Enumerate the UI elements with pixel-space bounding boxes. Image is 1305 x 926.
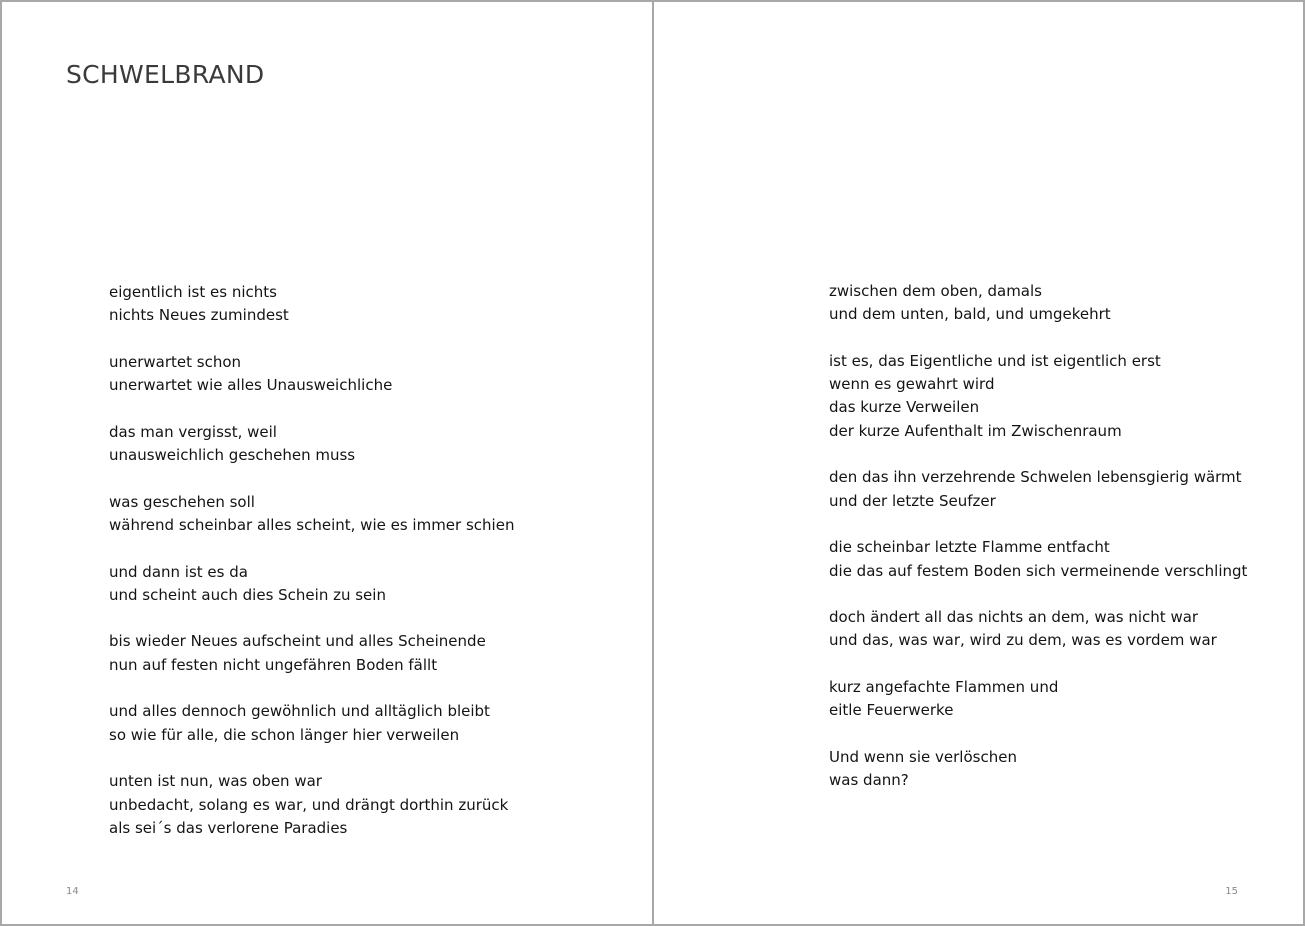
poem-line: und der letzte Seufzer <box>829 491 996 510</box>
stanza <box>109 491 514 538</box>
poem-line: nichts Neues zumindest <box>109 306 289 325</box>
poem-line: zwischen dem oben, damals <box>829 282 1042 300</box>
poem-line: und alles dennoch gewöhnlich und alltäglich bleibt <box>109 702 490 721</box>
poem-line: Und wenn sie verlöschen <box>829 747 1017 766</box>
stanza <box>109 351 514 398</box>
poem-line: unerwartet wie alles Unausweichliche <box>109 376 393 395</box>
poem-line: und scheint auch dies Schein zu sein <box>109 585 386 604</box>
stanza <box>109 770 514 840</box>
page-number-right: 15 <box>1225 886 1238 897</box>
poem-line: ist es, das Eigentliche und ist eigentlich erst <box>829 351 1161 370</box>
poem-line: nun auf festen nicht ungefähren Boden fällt <box>109 655 438 674</box>
stanza <box>829 280 1247 327</box>
poem-line: der kurze Aufenthalt im Zwischenraum <box>829 421 1122 440</box>
poem-line: unbedacht, solang es war, und drängt dorthin zurück <box>109 795 509 814</box>
poem-line: bis wieder Neues aufscheint und alles Scheinende <box>109 632 486 651</box>
poem-line: unerwartet schon <box>109 352 242 371</box>
page-number-left: 14 <box>66 886 79 897</box>
poem-title: SCHWELBRAND <box>66 60 265 89</box>
poem-line: so wie für alle, die schon länger hier verweilen <box>109 725 460 744</box>
left-page <box>2 2 652 924</box>
stanza <box>829 606 1247 653</box>
poem-line: eitle Feuerwerke <box>829 701 954 720</box>
poem-line: als sei´s das verlorene Paradies <box>109 818 348 837</box>
poem-line: unten ist nun, was oben war <box>109 772 322 791</box>
stanza <box>109 561 514 608</box>
stanza <box>109 700 514 747</box>
stanza <box>829 676 1247 723</box>
poem-line: wenn es gewahrt wird <box>829 375 995 394</box>
poem-line: die das auf festem Boden sich vermeinende verschlingt <box>829 561 1248 580</box>
stanza <box>109 281 514 328</box>
poem-line: was dann? <box>829 771 909 790</box>
poem-body-left <box>109 281 514 840</box>
poem-line: und dem unten, bald, und umgekehrt <box>829 305 1111 324</box>
poem-line: während scheinbar alles scheint, wie es immer schien <box>109 515 515 534</box>
poem-body-right <box>829 280 1247 793</box>
stanza <box>109 421 514 468</box>
poem-line: was geschehen soll <box>109 492 255 511</box>
poem-line: eigentlich ist es nichts <box>109 283 277 301</box>
poem-line: und das, was war, wird zu dem, was es vordem war <box>829 631 1217 650</box>
poem-line: den das ihn verzehrende Schwelen lebensgierig wärmt <box>829 468 1242 487</box>
stanza <box>829 350 1247 443</box>
stanza <box>829 466 1247 513</box>
poem-line: die scheinbar letzte Flamme entfacht <box>829 538 1110 557</box>
stanza <box>829 536 1247 583</box>
poem-line: das kurze Verweilen <box>829 398 980 417</box>
right-page <box>654 2 1303 924</box>
poem-line: unausweichlich geschehen muss <box>109 446 356 465</box>
poem-line: das man vergisst, weil <box>109 422 277 441</box>
stanza <box>109 630 514 677</box>
stanza <box>829 746 1247 793</box>
poem-line: kurz angefachte Flammen und <box>829 678 1059 697</box>
poem-line: doch ändert all das nichts an dem, was nicht war <box>829 608 1199 627</box>
poem-line: und dann ist es da <box>109 562 248 581</box>
